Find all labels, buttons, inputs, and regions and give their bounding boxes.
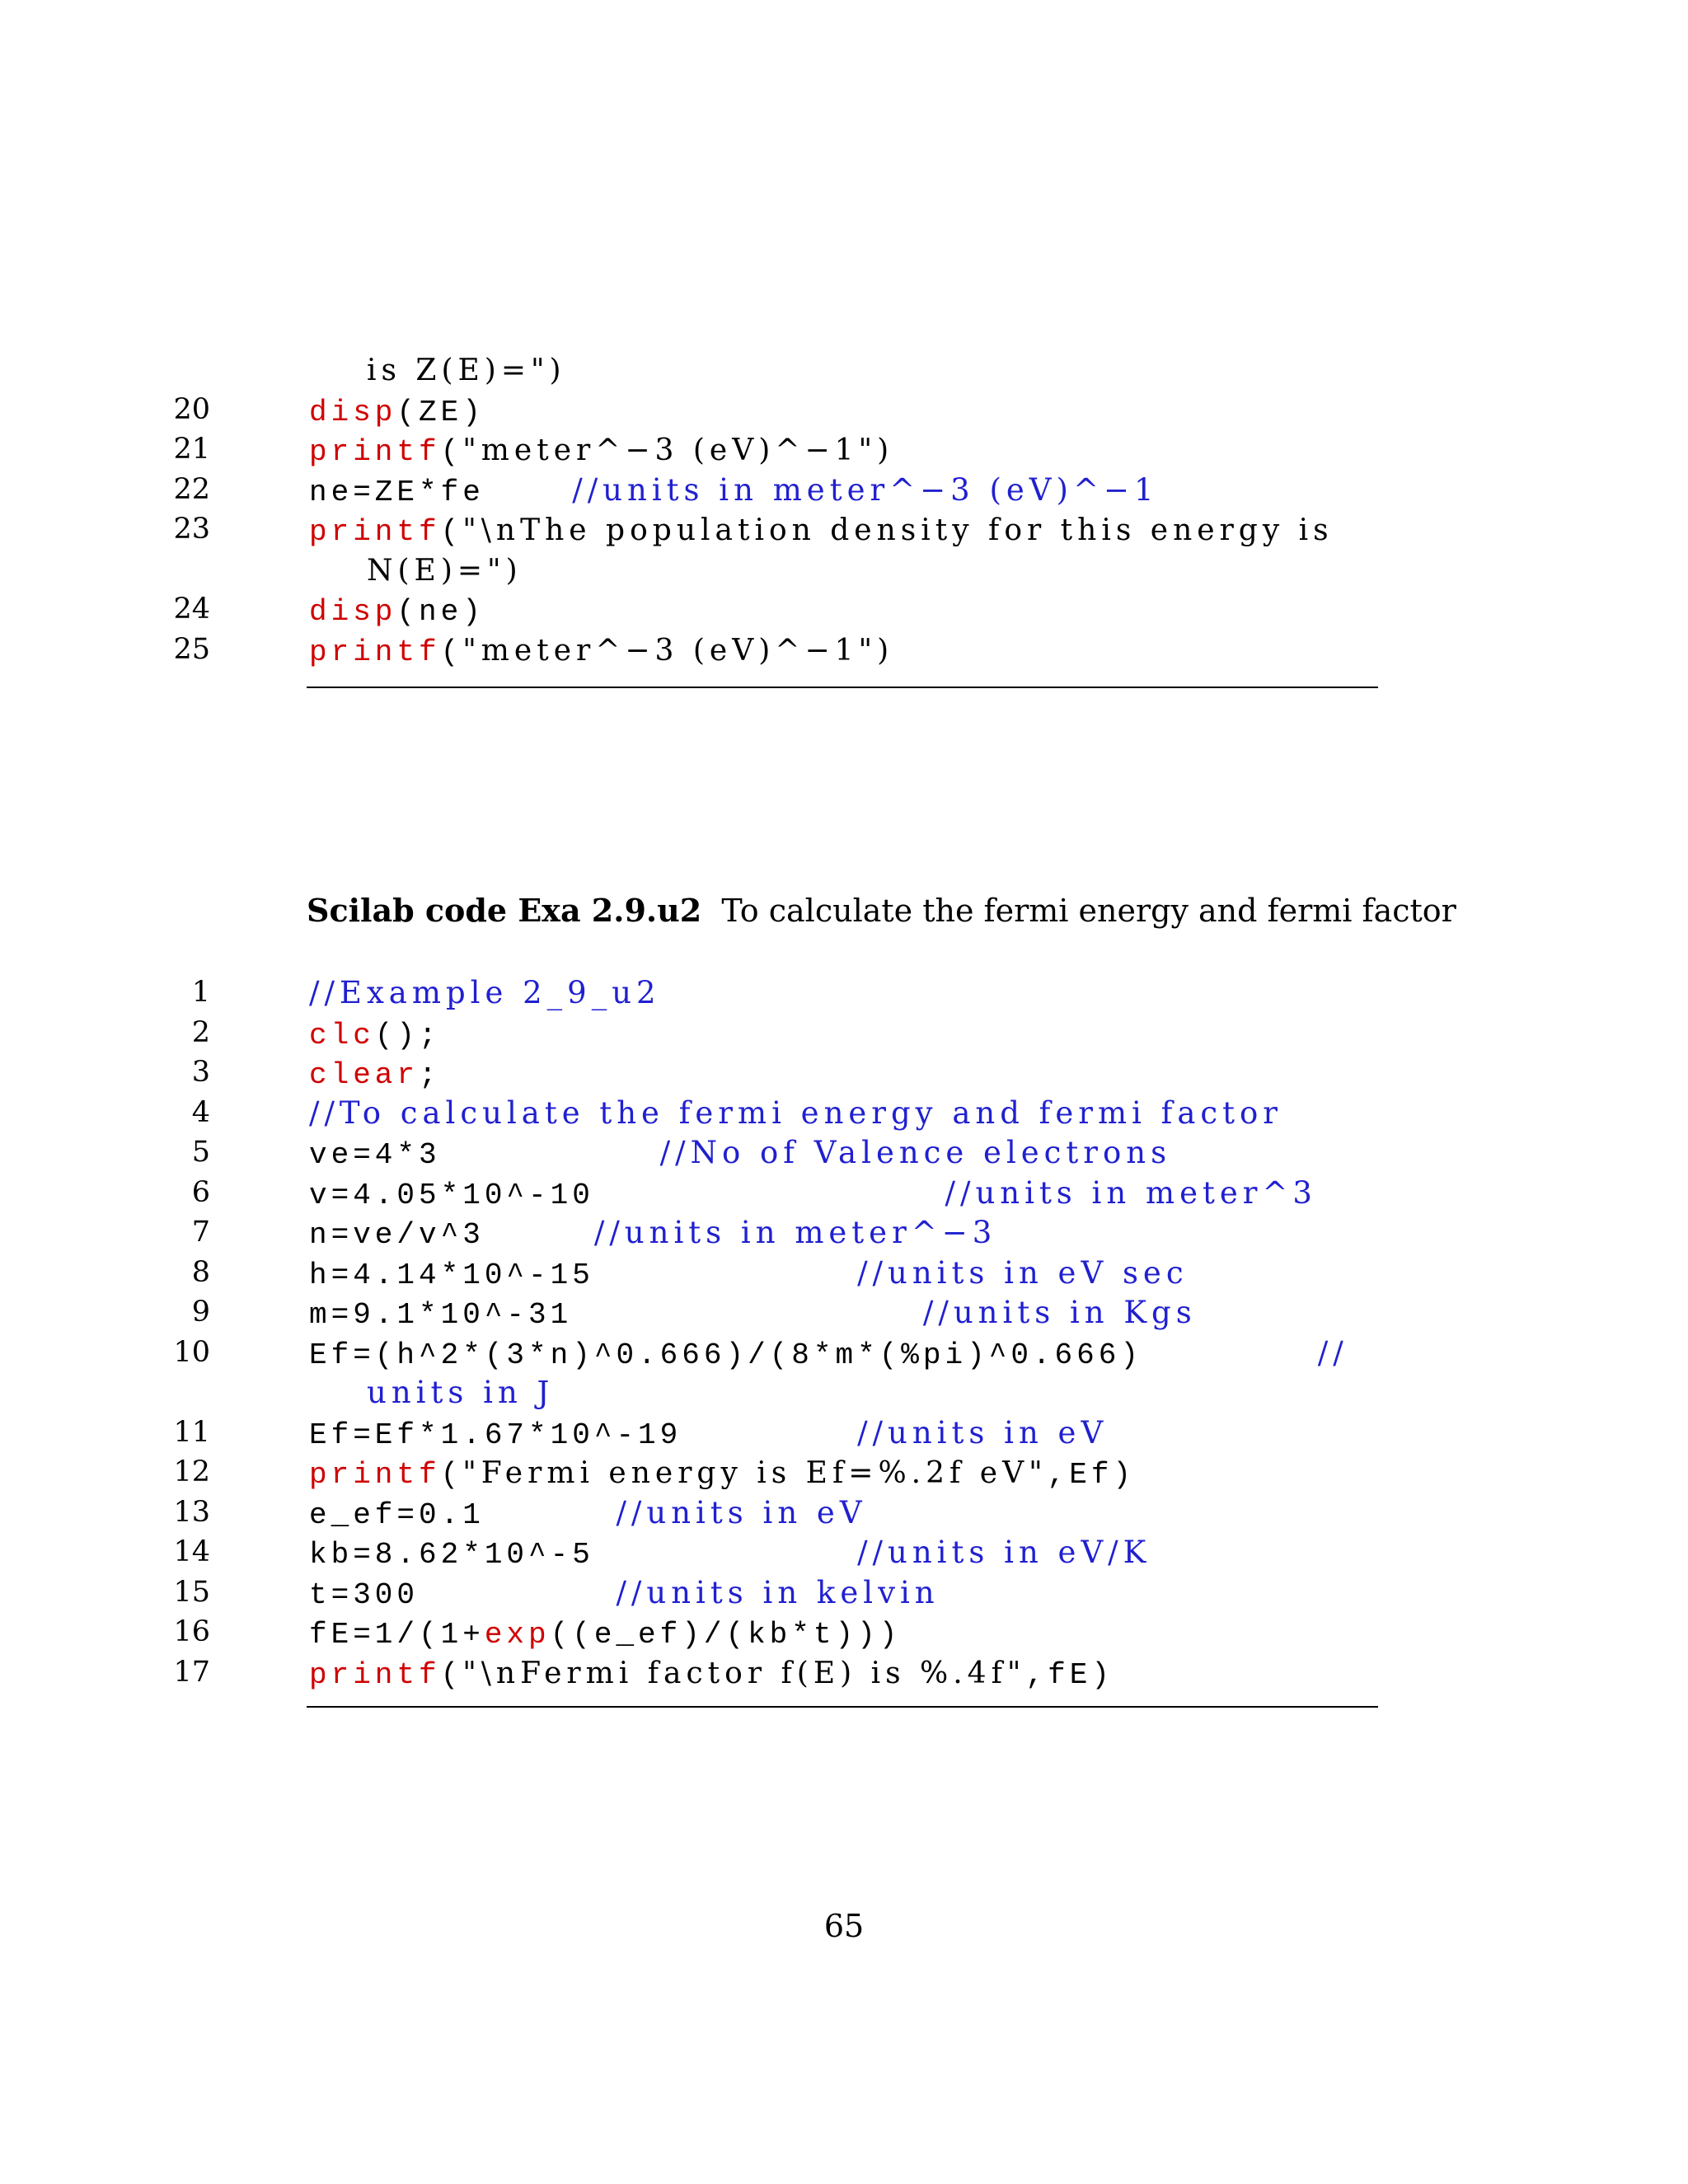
code-text: [309, 509, 1334, 553]
listing-top-rule: [307, 687, 1378, 688]
line-number: 21: [173, 433, 210, 466]
code-continuation: [367, 349, 566, 391]
code-string: N(E)="): [367, 553, 523, 588]
code-token: ve=4*3: [309, 1138, 660, 1172]
line-number: 25: [173, 632, 210, 666]
code-text: [309, 972, 661, 1014]
code-text: [309, 470, 1159, 513]
code-string: "\nFermi factor f(E) is %.4f": [462, 1656, 1026, 1690]
line-number: 17: [173, 1655, 210, 1689]
code-continuation: [367, 550, 523, 592]
code-token: (: [440, 435, 463, 469]
line-number: 9: [191, 1296, 210, 1329]
code-listing-bottom: [173, 972, 1385, 1692]
code-comment: //units in meter^−3: [593, 1215, 997, 1250]
code-token: (ZE): [396, 395, 485, 429]
code-text: [309, 630, 893, 673]
code-token: ((e_ef)/(kb*t))): [550, 1618, 902, 1652]
code-line: [191, 1052, 1385, 1093]
line-number: 20: [173, 392, 210, 426]
code-text: [309, 1612, 901, 1656]
code-text: [309, 1652, 1114, 1696]
code-comment: //units in Kgs: [922, 1295, 1197, 1330]
code-token: Ef=(h^2*(3*n)^0.666)/(8*m*(%pi)^0.666): [309, 1338, 1318, 1372]
code-line: [173, 1652, 1385, 1693]
code-token: ();: [374, 1018, 441, 1052]
line-number: 24: [173, 593, 210, 626]
code-text: [309, 1413, 1108, 1456]
code-token: ,fE): [1025, 1657, 1114, 1692]
code-comment: //units in kelvin: [616, 1574, 940, 1610]
code-comment: //units in eV/K: [857, 1535, 1151, 1570]
code-text: [309, 1493, 867, 1536]
code-line: [191, 1013, 1385, 1053]
code-comment: //units in meter^3: [945, 1174, 1317, 1211]
line-number: 5: [191, 1136, 210, 1169]
code-token: fE=1/(1+: [309, 1618, 485, 1652]
code-line: [173, 1493, 1385, 1533]
code-token: n=ve/v^3: [309, 1218, 594, 1252]
code-token: m=9.1*10^-31: [309, 1298, 923, 1332]
code-string: "\nThe population density for this energy is: [462, 513, 1334, 547]
code-text: [309, 429, 893, 473]
line-number: 8: [191, 1255, 210, 1289]
line-number: 11: [173, 1415, 210, 1449]
code-line: [173, 630, 1385, 670]
code-line: [191, 1093, 1385, 1133]
code-comment: //To calculate the fermi energy and fermi factor: [309, 1094, 1282, 1131]
code-line: [231, 349, 1385, 390]
code-token: kb=8.62*10^-5: [309, 1538, 858, 1572]
code-comment: //units in eV: [857, 1414, 1109, 1451]
code-string: "Fermi energy is Ef=%.2f eV": [462, 1456, 1048, 1490]
line-number: 1: [191, 976, 210, 1009]
code-keyword: disp: [309, 595, 397, 629]
code-line: [231, 1372, 1385, 1413]
code-line: [191, 1212, 1385, 1253]
code-token: ne=ZE*fe: [309, 475, 573, 509]
code-text: [309, 1253, 1189, 1296]
line-number: 22: [173, 472, 210, 506]
code-line: [173, 390, 1385, 430]
code-text: [309, 1052, 441, 1096]
code-line: [173, 1612, 1385, 1652]
code-listing-top: [173, 349, 1385, 669]
code-text: [309, 1212, 996, 1256]
code-keyword: printf: [309, 635, 441, 669]
code-keyword: clear: [309, 1058, 420, 1092]
code-line: [191, 972, 1385, 1013]
code-line: [191, 1173, 1385, 1213]
line-number: 12: [173, 1455, 210, 1488]
code-comment: units in J: [367, 1375, 555, 1410]
caption-text: To calculate the fermi energy and fermi factor: [721, 893, 1456, 929]
code-comment: //Example 2_9_u2: [309, 975, 661, 1010]
code-token: h=4.14*10^-15: [309, 1258, 858, 1292]
line-number: 2: [191, 1015, 210, 1049]
code-line: [173, 509, 1385, 550]
code-line: [173, 589, 1385, 630]
code-token: (: [440, 635, 463, 669]
code-comment: //units in meter^−3 (eV)^−1: [572, 471, 1159, 508]
code-line: [173, 1333, 1385, 1373]
code-text: [309, 1093, 1282, 1134]
code-line: [173, 429, 1385, 470]
code-keyword: printf: [309, 435, 441, 469]
code-token: ;: [419, 1058, 441, 1092]
code-line: [173, 1413, 1385, 1453]
code-comment: //No of Valence electrons: [659, 1135, 1172, 1170]
code-token: e_ef=0.1: [309, 1497, 617, 1532]
line-number: 13: [173, 1495, 210, 1529]
code-text: [309, 1452, 1135, 1496]
code-line: [191, 1253, 1385, 1293]
code-keyword: printf: [309, 1458, 441, 1492]
code-string: "meter^−3 (eV)^−1"): [462, 434, 894, 467]
line-number: 6: [191, 1175, 210, 1209]
code-line: [173, 1572, 1385, 1613]
code-token: t=300: [309, 1577, 617, 1612]
code-string: "meter^−3 (eV)^−1"): [462, 633, 894, 668]
line-number: 15: [173, 1575, 210, 1609]
code-line: [191, 1132, 1385, 1173]
code-text: [309, 589, 485, 633]
code-text: [309, 390, 485, 434]
code-token: (: [440, 1657, 463, 1692]
code-keyword: clc: [309, 1018, 375, 1052]
line-number: 16: [173, 1615, 210, 1648]
code-comment: //: [1317, 1334, 1348, 1371]
code-token: (: [440, 1458, 463, 1492]
code-text: [309, 1132, 1171, 1176]
line-number: 4: [191, 1095, 210, 1129]
line-number: 23: [173, 513, 210, 546]
line-number: 14: [173, 1535, 210, 1568]
code-text: [309, 1173, 1317, 1216]
code-token: (ne): [396, 595, 485, 629]
code-line: [173, 470, 1385, 510]
code-line: [191, 1292, 1385, 1333]
code-keyword: exp: [484, 1618, 551, 1652]
code-comment: //units in eV: [616, 1494, 867, 1530]
code-token: Ef=Ef*1.67*10^-19: [309, 1418, 858, 1452]
line-number: 3: [191, 1056, 210, 1089]
code-token: ,Ef): [1047, 1458, 1136, 1492]
code-text: [309, 1572, 940, 1616]
code-token: v=4.05*10^-10: [309, 1178, 945, 1212]
code-text: [309, 1532, 1151, 1576]
code-line: [231, 550, 1385, 590]
code-string: is Z(E)="): [367, 354, 566, 387]
caption-label: Scilab code Exa 2.9.u2: [307, 892, 702, 929]
page-number: 65: [823, 1908, 865, 1944]
code-comment: //units in eV sec: [857, 1254, 1189, 1291]
code-line: [173, 1532, 1385, 1572]
listing-caption: [307, 892, 1456, 929]
code-text: [309, 1013, 441, 1057]
code-keyword: disp: [309, 395, 397, 429]
line-number: 7: [191, 1216, 210, 1249]
listing-bottom-rule: [307, 1706, 1378, 1708]
code-continuation: [367, 1372, 554, 1413]
code-text: [309, 1333, 1348, 1376]
code-line: [173, 1452, 1385, 1493]
code-keyword: printf: [309, 515, 441, 549]
code-token: (: [440, 515, 463, 549]
code-keyword: printf: [309, 1657, 441, 1692]
code-text: [309, 1292, 1197, 1336]
line-number: 10: [173, 1335, 210, 1369]
